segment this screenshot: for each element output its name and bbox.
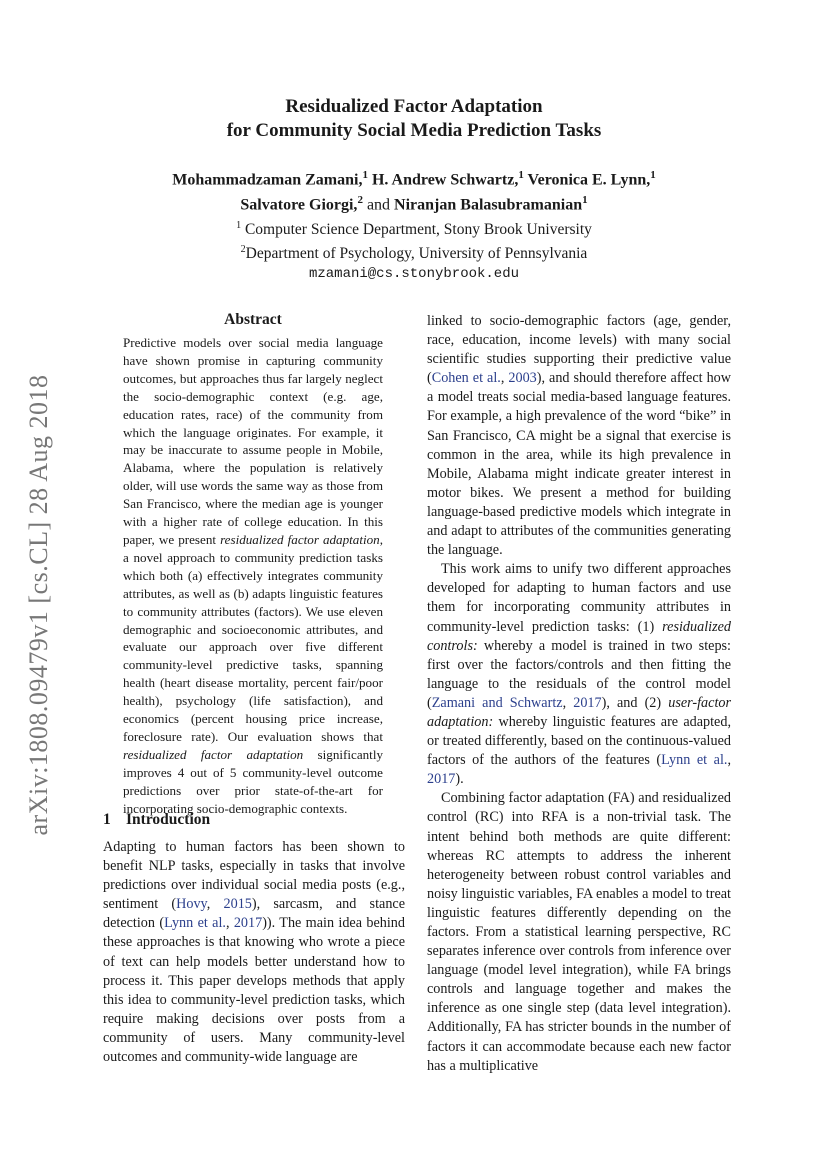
arxiv-sidebar-stamp [14, 350, 64, 860]
affiliation-2: $^2$Department of Psychology, University of Pennsylvania [240, 243, 588, 262]
author-name: Niranjan Balasubramanian [394, 196, 583, 214]
author-conjunction: and [362, 196, 395, 214]
author-name: H. Andrew Schwartz, [367, 171, 519, 189]
citation-year-link[interactable]: 2015 [223, 896, 252, 913]
author-affil-marker: 1 [650, 169, 656, 181]
authors-line-2 [0, 190, 828, 215]
paragraph: This work aims to unify two different approaches developed for adapting to human factors and use them for incorporating community attributes in community-level prediction tasks: (1) residualized controls: whereby a model is trained in two steps: first over the factors/controls and then fitting the language to the residuals of the control model (Zamani and Schwartz, 2017), and (2) user-factor adaptation: whereby linguistic features are adapted, or treated differently, based on the continuous-valued factors of the authors of the features (Lynn et al., 2017). [427, 561, 731, 788]
citation-link[interactable]: Lynn et al. [164, 915, 226, 932]
section-heading-introduction [103, 811, 210, 829]
paragraph: Combining factor adaptation (FA) and residualized control (RC) into RFA is a non-trivial task. The intent behind both methods are quite different: whereas RC attempts to address the inherent heterogeneity between robust control variables and noisy linguistic variables, FA enables a model to treat linguistic features differently depending on the factors. From a statistical learning perspective, RC separates inference over controls from inference over language (model level integration), while FA brings controls and language together and makes the inference as one single step (data level integration). Additionally, FA has stricter bounds in the number of factors it can accommodate because each new factor has a multiplicative [427, 790, 731, 1074]
author-name: Mohammadzaman Zamani, [172, 171, 363, 189]
title-line-1: Residualized Factor Adaptation [285, 96, 543, 117]
citation-link[interactable]: Lynn et al. [661, 752, 728, 769]
author-name: Veronica E. Lynn, [523, 171, 651, 189]
citation-year-link[interactable]: 2017 [573, 694, 602, 711]
introduction-paragraph: Adapting to human factors has been shown to benefit NLP tasks, especially in tasks that involve predictions over individual social media posts (e.g., sentiment (Hovy, 2015), sarcasm, and stance detection (Lynn et al., 2017)). The main idea behind these approaches is that knowing who wrote a piece of text can help models better understand how to process it. This paper develops methods that apply this idea to community-level prediction tasks, which require making decisions over posts from a community of users. Many community-level outcomes and community-wide language are [103, 839, 406, 1066]
abstract-text: Predictive models over social media language have shown promise in capturing community outcomes, but approaches thus far largely neglect the socio-demographic context (e.g. age, education rates, race) of the community from which the language originates. For example, it may be inaccurate to assume people in Mobile, Alabama, where the population is relatively older, will use words the same way as those from San Francisco, where the median age is younger with a higher rate of college education. In this paper, we present residualized factor adaptation, a novel approach to community prediction tasks which both (a) effectively integrates community attributes, as well as (b) adapts linguistic features to community attributes (factors). We use eleven demographic and socioeconomic attributes, and evaluate our approach over five different community-level predictive tasks, spanning health (heart disease mortality, percent fair/poor health), psychology (life satisfaction), and economics (percent housing price increase, foreclosure rate). Our evaluation shows that residualized factor adaptation significantly improves 4 out of 5 community-level outcome predictions over prior state-of-the-art for incorporating socio-demographic contexts. [123, 335, 384, 816]
author-list [0, 165, 828, 216]
citation-year-link[interactable]: 2017 [427, 771, 456, 788]
citation-year-link[interactable]: 2017 [233, 915, 263, 932]
citation-link[interactable]: Cohen et al. [431, 370, 501, 387]
paragraph: linked to socio-demographic factors (age, gender, race, education, income levels) with many social scientific studies supporting their predictive value (Cohen et al., 2003), and should therefore affect how a model treats social media-based language features. For example, a high prevalence of the word “bike” in San Francisco, CA might be a signal that exercise is common in the area, while its high prevalence in Mobile, Alabama might indicate greater interest in motor bikes. We present a method for building language-based predictive models which integrate in and adapt to attributes of the communities generating the language. [427, 313, 732, 559]
abstract-heading: Abstract [224, 311, 282, 328]
paper-title [0, 95, 828, 143]
citation-link[interactable]: Zamani and Schwartz [431, 694, 563, 711]
paper-header [0, 95, 828, 284]
author-affil-marker: 1 [582, 194, 588, 207]
author-email[interactable]: mzamani@cs.stonybrook.edu [308, 265, 520, 282]
author-affil-marker: 1 [362, 169, 368, 181]
affiliation-1: $^1$ Computer Science Department, Stony Brook University [236, 219, 592, 238]
section-number: 1 [103, 811, 111, 828]
arxiv-id: arXiv:1808.09479v1 [cs.CL] 28 Aug 2018 [24, 374, 53, 836]
right-column-text [427, 312, 731, 1076]
section-title: Introduction [126, 811, 211, 828]
title-line-2: for Community Social Media Prediction Tasks [226, 120, 602, 141]
author-affil-marker: 1 [518, 169, 524, 181]
author-name: Salvatore Giorgi, [240, 196, 358, 214]
author-affil-marker: 2 [357, 194, 363, 207]
citation-year-link[interactable]: 2003 [508, 370, 537, 387]
authors-line-1 [0, 165, 828, 190]
citation-link[interactable]: Hovy [176, 896, 207, 913]
